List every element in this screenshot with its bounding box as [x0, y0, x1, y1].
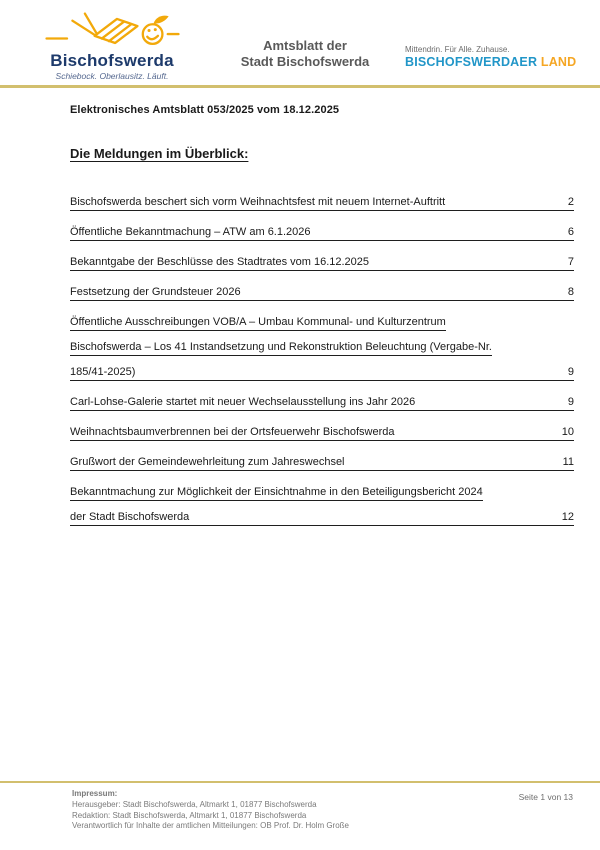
toc-entry-line[interactable] — [70, 276, 574, 301]
toc-entry-line[interactable] — [70, 416, 574, 441]
document-title — [215, 38, 395, 70]
toc-entry[interactable] — [70, 216, 574, 241]
toc-entry-line[interactable] — [70, 386, 574, 411]
toc-entry[interactable] — [70, 246, 574, 271]
partner-name — [405, 55, 576, 70]
footer-divider — [0, 781, 600, 783]
toc-page-number[interactable]: 10 — [561, 426, 574, 438]
toc-entry-line[interactable] — [70, 331, 574, 356]
toc-entry-title[interactable]: Bekanntgabe der Beschlüsse des Stadtrates vom 16.12.2025 — [70, 256, 370, 268]
partner-logo — [405, 45, 576, 70]
logo-slogan: Schiebock. Oberlausitz. Läuft. — [55, 71, 169, 81]
toc-entry-title[interactable]: Bischofswerda – Los 41 Instandsetzung und Rekonstruktion Beleuchtung (Vergabe-Nr. — [70, 341, 492, 356]
toc-entry-line[interactable] — [70, 501, 574, 526]
toc-entry-line[interactable] — [70, 446, 574, 471]
toc-page-number[interactable]: 6 — [567, 226, 574, 238]
toc-entry-line[interactable] — [70, 476, 574, 501]
wheelbarrow-smiley-icon — [45, 10, 180, 51]
toc-entry-title[interactable]: Carl-Lohse-Galerie startet mit neuer Wechselausstellung ins Jahr 2026 — [70, 396, 416, 408]
toc-entry-title[interactable]: 185/41-2025) — [70, 366, 136, 378]
toc-entry-title[interactable]: Bekanntmachung zur Möglichkeit der Einsichtnahme in den Beteiligungsbericht 2024 — [70, 486, 483, 501]
toc-entry-title[interactable]: Öffentliche Ausschreibungen VOB/A – Umbau Kommunal- und Kulturzentrum — [70, 316, 446, 331]
partner-tagline: Mittendrin. Für Alle. Zuhause. — [405, 45, 510, 54]
toc-entry[interactable] — [70, 386, 574, 411]
toc-heading: Die Meldungen im Überblick: — [70, 146, 249, 161]
toc-entry-line[interactable] — [70, 306, 574, 331]
toc-entry[interactable] — [70, 276, 574, 301]
toc-entry[interactable] — [70, 446, 574, 471]
toc-page-number[interactable]: 2 — [567, 196, 574, 208]
impressum-line: Verantwortlich für Inhalte der amtlichen Mitteilungen: OB Prof. Dr. Holm Große — [72, 821, 350, 831]
impressum-label: Impressum: — [72, 789, 118, 798]
toc-entry-title[interactable]: Öffentliche Bekanntmachung – ATW am 6.1.2026 — [70, 226, 311, 238]
partner-name-orange: LAND — [540, 55, 577, 69]
issue-line: Elektronisches Amtsblatt 053/2025 vom 18.12.2025 — [70, 104, 340, 116]
toc-entry-line[interactable] — [70, 356, 574, 381]
toc-entry-line[interactable] — [70, 246, 574, 271]
logo-wordmark: Bischofswerda — [50, 51, 174, 70]
document-title-line1: Amtsblatt der — [263, 38, 347, 53]
toc-page-number[interactable]: 12 — [561, 511, 574, 523]
toc-entry[interactable] — [70, 186, 574, 211]
toc-page-number[interactable]: 7 — [567, 256, 574, 268]
toc-entry[interactable] — [70, 476, 574, 526]
toc-entry-title[interactable]: Grußwort der Gemeindewehrleitung zum Jahreswechsel — [70, 456, 345, 468]
impressum-line: Redaktion: Stadt Bischofswerda, Altmarkt 1, 01877 Bischofswerda — [72, 810, 307, 820]
header-divider — [0, 85, 600, 88]
page-indicator: Seite 1 von 13 — [518, 792, 573, 802]
toc-entry[interactable] — [70, 416, 574, 441]
document-title-line2: Stadt Bischofswerda — [240, 54, 370, 69]
toc-page-number[interactable]: 11 — [562, 456, 574, 468]
toc-page-number[interactable]: 8 — [567, 286, 574, 298]
toc-entry-title[interactable]: der Stadt Bischofswerda — [70, 511, 190, 523]
toc-page-number[interactable]: 9 — [567, 366, 574, 378]
toc-list — [70, 186, 574, 531]
page-header — [0, 0, 600, 85]
city-logo — [42, 10, 182, 82]
toc-entry-title[interactable]: Bischofswerda beschert sich vorm Weihnachtsfest mit neuem Internet-Auftritt — [70, 196, 446, 208]
toc-page-number[interactable]: 9 — [567, 396, 574, 408]
toc-entry[interactable] — [70, 306, 574, 381]
toc-entry-title[interactable]: Festsetzung der Grundsteuer 2026 — [70, 286, 241, 298]
toc-entry-title[interactable]: Weihnachtsbaumverbrennen bei der Ortsfeuerwehr Bischofswerda — [70, 426, 395, 438]
impressum-line: Herausgeber: Stadt Bischofswerda, Altmarkt 1, 01877 Bischofswerda — [72, 799, 317, 809]
toc-entry-line[interactable] — [70, 216, 574, 241]
partner-name-blue: BISCHOFSWERDAER — [405, 55, 538, 69]
toc-entry-line[interactable] — [70, 186, 574, 211]
impressum — [72, 789, 349, 832]
